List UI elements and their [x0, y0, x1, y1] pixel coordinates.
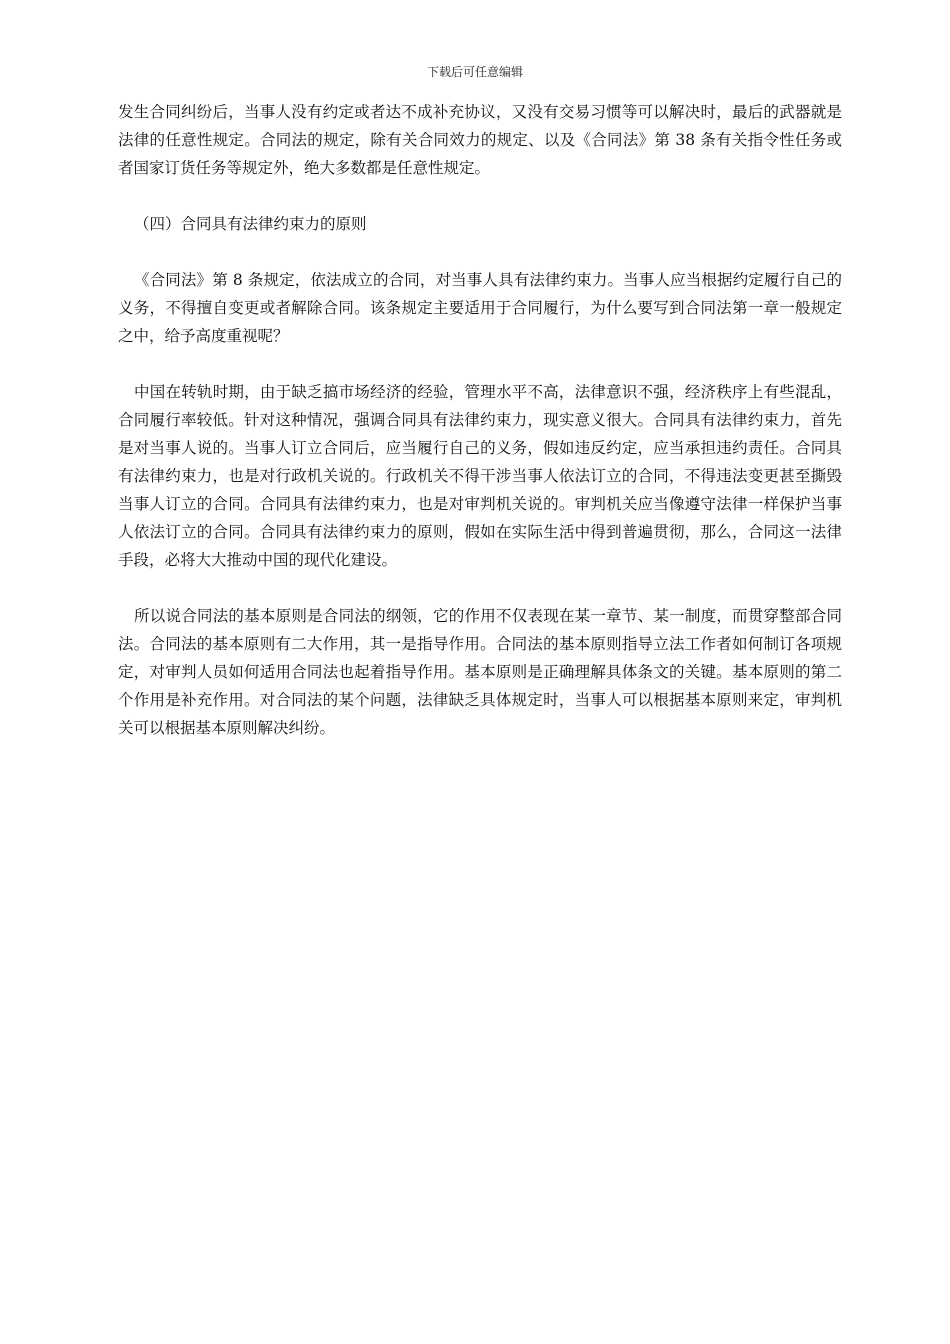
paragraph-transition-period: 中国在转轨时期，由于缺乏搞市场经济的经验，管理水平不高，法律意识不强，经济秩序上有些混乱，合同履行率较低。针对这种情况，强调合同具有法律约束力，现实意义很大。合同具有法律约束力，首先是对当事人说的。当事人订立合同后，应当履行自己的义务，假如违反约定，应当承担违约责任。合同具有法律约束力，也是对行政机关说的。行政机关不得干涉当事人依法订立的合同，不得违法变更甚至撕毁当事人订立的合同。合同具有法律约束力，也是对审判机关说的。审判机关应当像遵守法律一样保护当事人依法订立的合同。合同具有法律约束力的原则，假如在实际生活中得到普遍贯彻，那么，合同这一法律手段，必将大大推动中国的现代化建设。 — [118, 383, 842, 569]
paragraph-arbitrary-provisions: 发生合同纠纷后，当事人没有约定或者达不成补充协议，又没有交易习惯等可以解决时，最后的武器就是法律的任意性规定。合同法的规定，除有关合同效力的规定、以及《合同法》第 38 条有关指令性任务或者国家订货任务等规定外，绝大多数都是任意性规定。 — [118, 103, 842, 177]
paragraph-article-8: 《合同法》第 8 条规定，依法成立的合同，对当事人具有法律约束力。当事人应当根据约定履行自己的义务，不得擅自变更或者解除合同。该条规定主要适用于合同履行，为什么要写到合同法第一章一般规定之中，给予高度重视呢？ — [118, 271, 842, 345]
section-heading: （四）合同具有法律约束力的原则 — [134, 215, 367, 233]
page-header: 下载后可任意编辑 — [426, 65, 523, 79]
document-body — [118, 98, 842, 770]
paragraph-basic-principles: 所以说合同法的基本原则是合同法的纲领，它的作用不仅表现在某一章节、某一制度，而贯穿整部合同法。合同法的基本原则有二大作用，其一是指导作用。合同法的基本原则指导立法工作者如何制订各项规定，对审判人员如何适用合同法也起着指导作用。基本原则是正确理解具体条文的关键。基本原则的第二个作用是补充作用。对合同法的某个问题，法律缺乏具体规定时，当事人可以根据基本原则来定，审判机关可以根据基本原则解决纠纷。 — [118, 607, 842, 737]
